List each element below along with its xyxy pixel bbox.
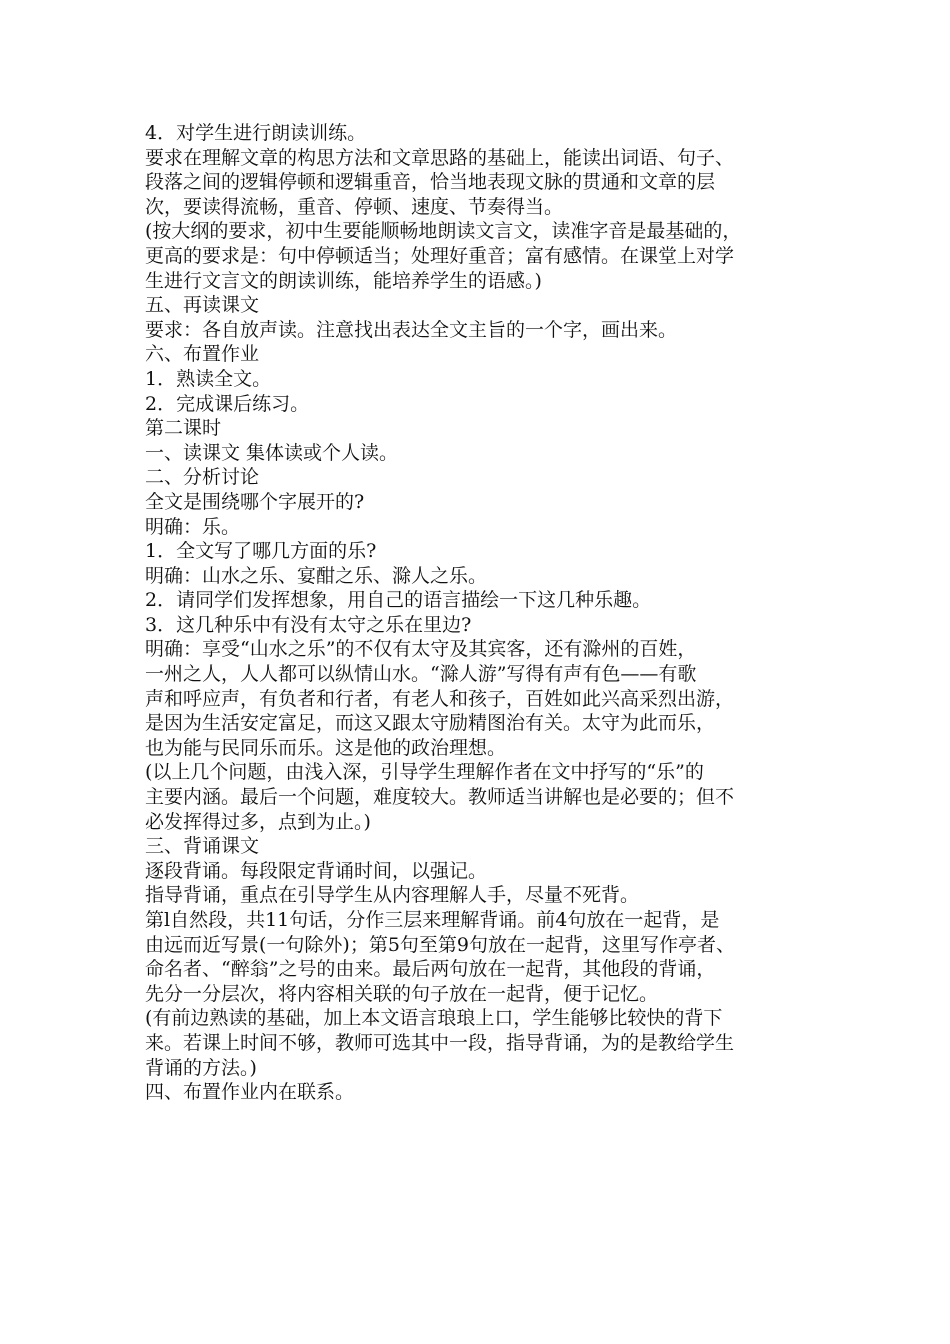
text-line: 3．这几种乐中有没有太守之乐在里边?	[145, 613, 472, 636]
text-line: 2．请同学们发挥想象，用自己的语言描绘一下这几种乐趣。	[145, 589, 652, 612]
text-line: 生进行文言文的朗读训练，能培养学生的语感。)	[145, 269, 542, 292]
text-line: 明确：享受“山水之乐”的不仅有太守及其宾客，还有滁州的百姓，	[145, 638, 697, 661]
section-heading: 第二课时	[145, 417, 222, 440]
text-line: 第l自然段，共11句话，分作三层来理解背诵。前4句放在一起背，是	[145, 909, 720, 931]
section-heading: 一、读课文 集体读或个人读。	[145, 441, 399, 464]
text-line: 声和呼应声，有负者和行者，有老人和孩子，百姓如此兴高采烈出游，	[145, 687, 735, 710]
text-line: (有前边熟读的基础，加上本文语言琅琅上口，学生能够比较快的背下	[145, 1007, 723, 1030]
text-line: 是因为生活安定富足，而这又跟太守励精图治有关。太守为此而乐，	[145, 712, 716, 735]
text-line: 段落之间的逻辑停顿和逻辑重音，恰当地表现文脉的贯通和文章的层	[145, 171, 716, 194]
text-line: 要求：各自放声读。注意找出表达全文主旨的一个字，画出来。	[145, 318, 678, 341]
text-line: 2．完成课后练习。	[145, 392, 310, 415]
text-line: 命名者、“醉翁”之号的由来。最后两句放在一起背，其他段的背诵，	[145, 958, 716, 981]
text-line: 先分一分层次，将内容相关联的句子放在一起背，便于记忆。	[145, 982, 659, 1005]
section-heading: 六、布置作业	[145, 343, 260, 366]
text-line: 必发挥得过多，点到为止。)	[145, 810, 371, 833]
text-line: 4．对学生进行朗读训练。	[145, 122, 367, 144]
text-line: 1．熟读全文。	[145, 367, 272, 390]
section-heading: 二、分析讨论	[145, 466, 260, 489]
text-line: 背诵的方法。)	[145, 1056, 257, 1079]
text-line: 次，要读得流畅，重音、停顿、速度、节奏得当。	[145, 195, 564, 218]
text-line: 更高的要求是：句中停顿适当；处理好重音；富有感情。在课堂上对学	[145, 244, 735, 267]
text-line: 明确：山水之乐、宴酣之乐、滁人之乐。	[145, 564, 488, 587]
text-line: 逐段背诵。每段限定背诵时间，以强记。	[145, 859, 488, 882]
text-line: 要求在理解文章的构思方法和文章思路的基础上，能读出词语、句子、	[145, 146, 735, 169]
text-line: 一州之人，人人都可以纵情山水。“滁人游”写得有声有色——有歌	[145, 663, 697, 686]
text-line: 主要内涵。最后一个问题，难度较大。教师适当讲解也是必要的；但不	[145, 786, 735, 809]
text-line: (按大纲的要求，初中生要能顺畅地朗读文言文，读准字音是最基础的，	[145, 220, 742, 243]
text-line: (以上几个问题，由浅入深，引导学生理解作者在文中抒写的“乐”的	[145, 761, 704, 784]
text-line: 也为能与民同乐而乐。这是他的政治理想。	[145, 736, 507, 759]
text-line: 1．全文写了哪几方面的乐?	[145, 540, 377, 563]
section-heading: 三、背诵课文	[145, 835, 260, 858]
text-line: 明确：乐。	[145, 515, 241, 538]
text-line: 来。若课上时间不够，教师可选其中一段，指导背诵，为的是教给学生	[145, 1031, 735, 1054]
text-line: 全文是围绕哪个字展开的?	[145, 490, 365, 513]
text-line: 由远而近写景(一句除外)；第5句至第9句放在一起背，这里写作亭者、	[145, 933, 736, 956]
text-line: 指导背诵，重点在引导学生从内容理解人手，尽量不死背。	[145, 884, 640, 907]
section-heading: 四、布置作业内在联系。	[145, 1081, 355, 1104]
document-body	[145, 121, 825, 1105]
section-heading: 五、再读课文	[145, 294, 260, 317]
